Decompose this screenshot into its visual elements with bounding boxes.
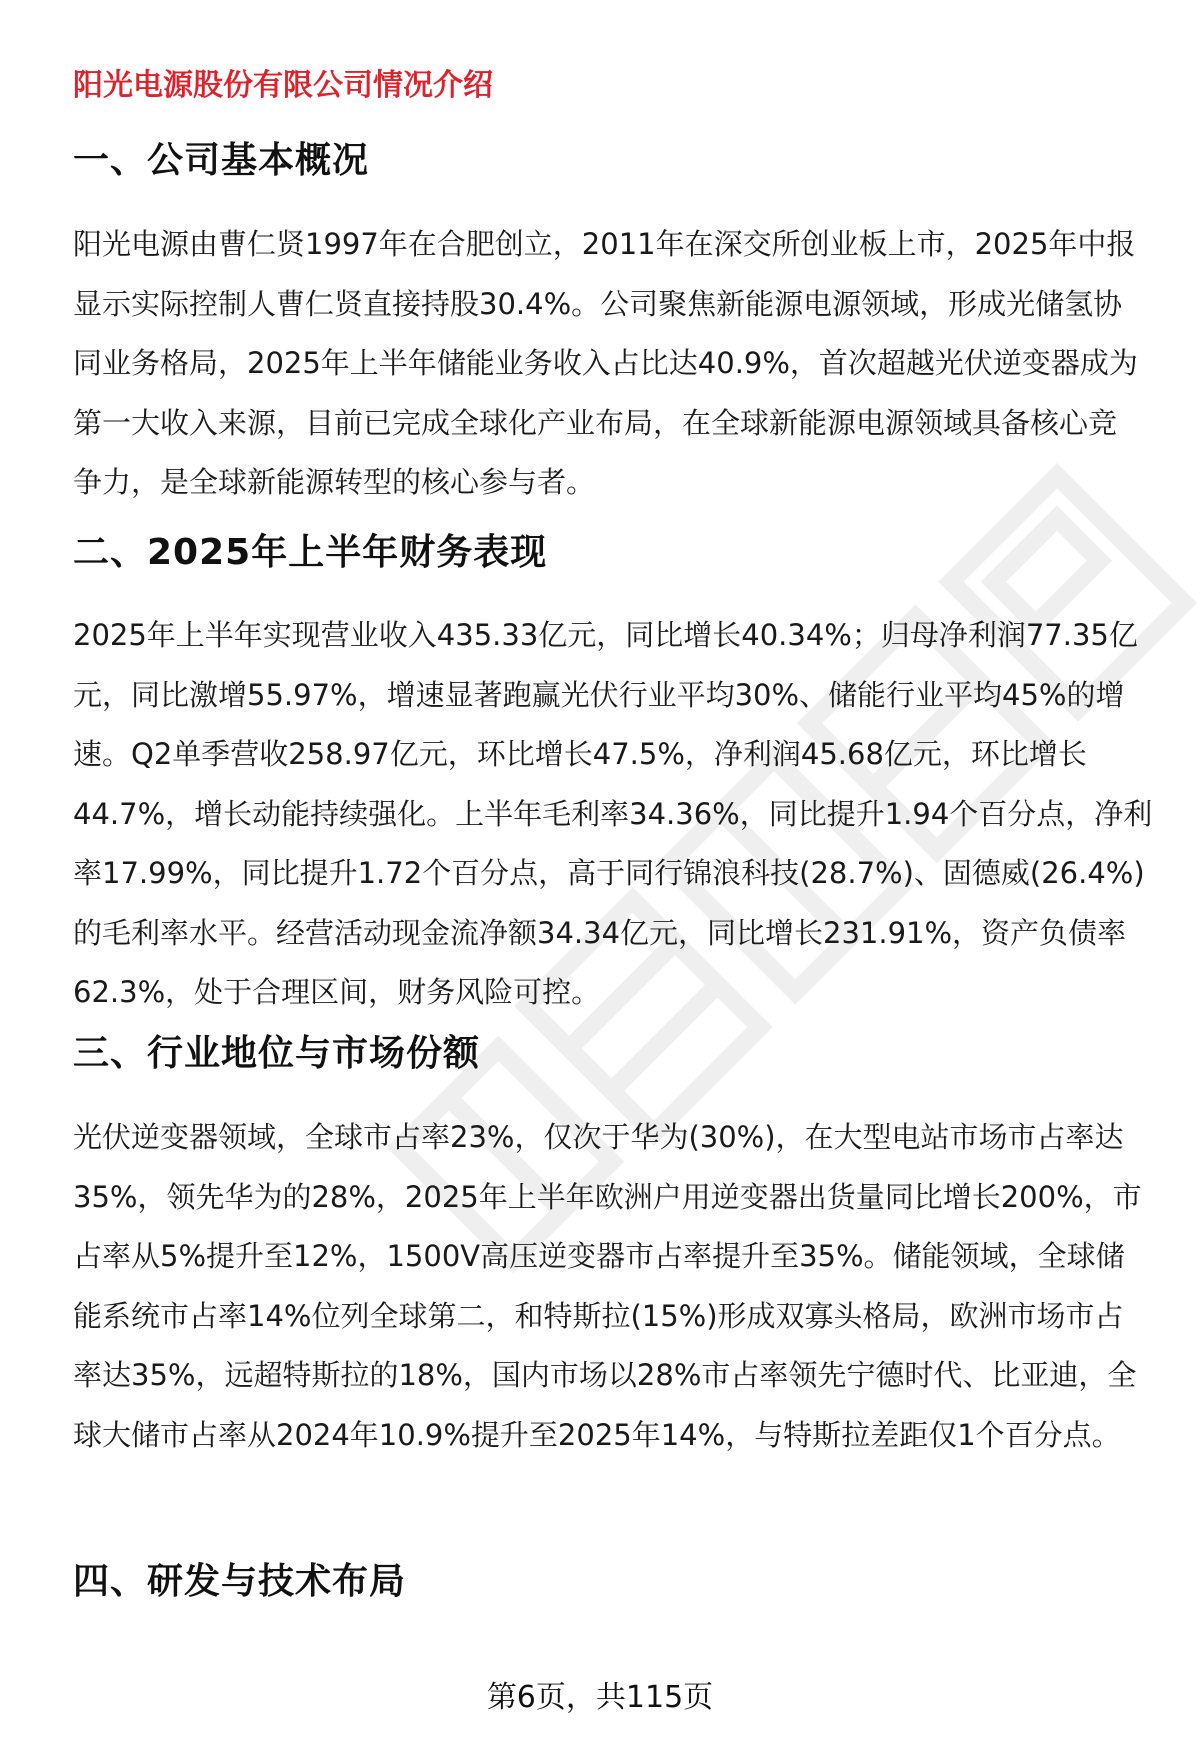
- section-paragraph-overview: [73, 215, 1163, 513]
- paragraph-line: 速。Q2单季营收258.97亿元，环比增长47.5%，净利润45.68亿元，环比增长: [73, 737, 1087, 771]
- section-heading-rnd: 四、研发与技术布局: [73, 1561, 407, 1602]
- paragraph-line: 35%，领先华为的28%，2025年上半年欧洲户用逆变器出货量同比增长200%，市: [73, 1179, 1142, 1214]
- paragraph-line: 球大储市占率从2024年10.9%提升至2025年14%，与特斯拉差距仅1个百分点。: [73, 1417, 1121, 1452]
- paragraph-line: 阳光电源由曹仁贤1997年在合肥创立，2011年在深交所创业板上市，2025年中报: [73, 227, 1136, 261]
- paragraph-line: 光伏逆变器领域，全球市占率23%，仅次于华为(30%)，在大型电站市场市占率达: [73, 1120, 1124, 1154]
- paragraph-line: 44.7%，增长动能持续强化。上半年毛利率34.36%，同比提升1.94个百分点，净利: [73, 796, 1153, 831]
- paragraph-line: 占率从5%提升至12%，1500V高压逆变器市占率提升至35%。储能领域，全球储: [73, 1239, 1125, 1273]
- paragraph-line: 2025年上半年实现营业收入435.33亿元，同比增长40.34%；归母净利润77.35亿: [73, 618, 1138, 652]
- section-paragraph-market-position: [73, 1108, 1163, 1465]
- paragraph-line: 率17.99%，同比提升1.72个百分点，高于同行锦浪科技(28.7%)、固德威(26.4%): [73, 856, 1145, 890]
- document-title: 阳光电源股份有限公司情况介绍: [73, 68, 493, 103]
- section-heading-financials: 二、2025年上半年财务表现: [73, 532, 548, 573]
- paragraph-line: 的毛利率水平。经营活动现金流净额34.34亿元，同比增长231.91%，资产负债率: [73, 915, 1127, 950]
- paragraph-line: 率达35%，远超特斯拉的18%，国内市场以28%市占率领先宁德时代、比亚迪，全: [73, 1358, 1137, 1392]
- page-number-footer: 第6页，共115页: [486, 1680, 714, 1715]
- paragraph-line: 62.3%，处于合理区间，财务风险可控。: [73, 975, 601, 1009]
- paragraph-line: 显示实际控制人曹仁贤直接持股30.4%。公司聚焦新能源电源领域，形成光储氢协: [73, 286, 1123, 321]
- section-heading-market-position: 三、行业地位与市场份额: [73, 1033, 481, 1074]
- section-paragraph-financials: [73, 606, 1163, 1023]
- paragraph-line: 第一大收入来源，目前已完成全球化产业布局，在全球新能源电源领域具备核心竞: [73, 405, 1118, 440]
- paragraph-line: 同业务格局，2025年上半年储能业务收入占比达40.9%，首次超越光伏逆变器成为: [73, 346, 1138, 380]
- paragraph-line: 元，同比激增55.97%，增速显著跑赢光伏行业平均30%、储能行业平均45%的增: [73, 677, 1125, 712]
- paragraph-line: 能系统市占率14%位列全球第二，和特斯拉(15%)形成双寡头格局，欧洲市场市占: [73, 1298, 1124, 1333]
- paragraph-line: 争力，是全球新能源转型的核心参与者。: [73, 465, 596, 499]
- section-heading-overview: 一、公司基本概况: [73, 140, 370, 181]
